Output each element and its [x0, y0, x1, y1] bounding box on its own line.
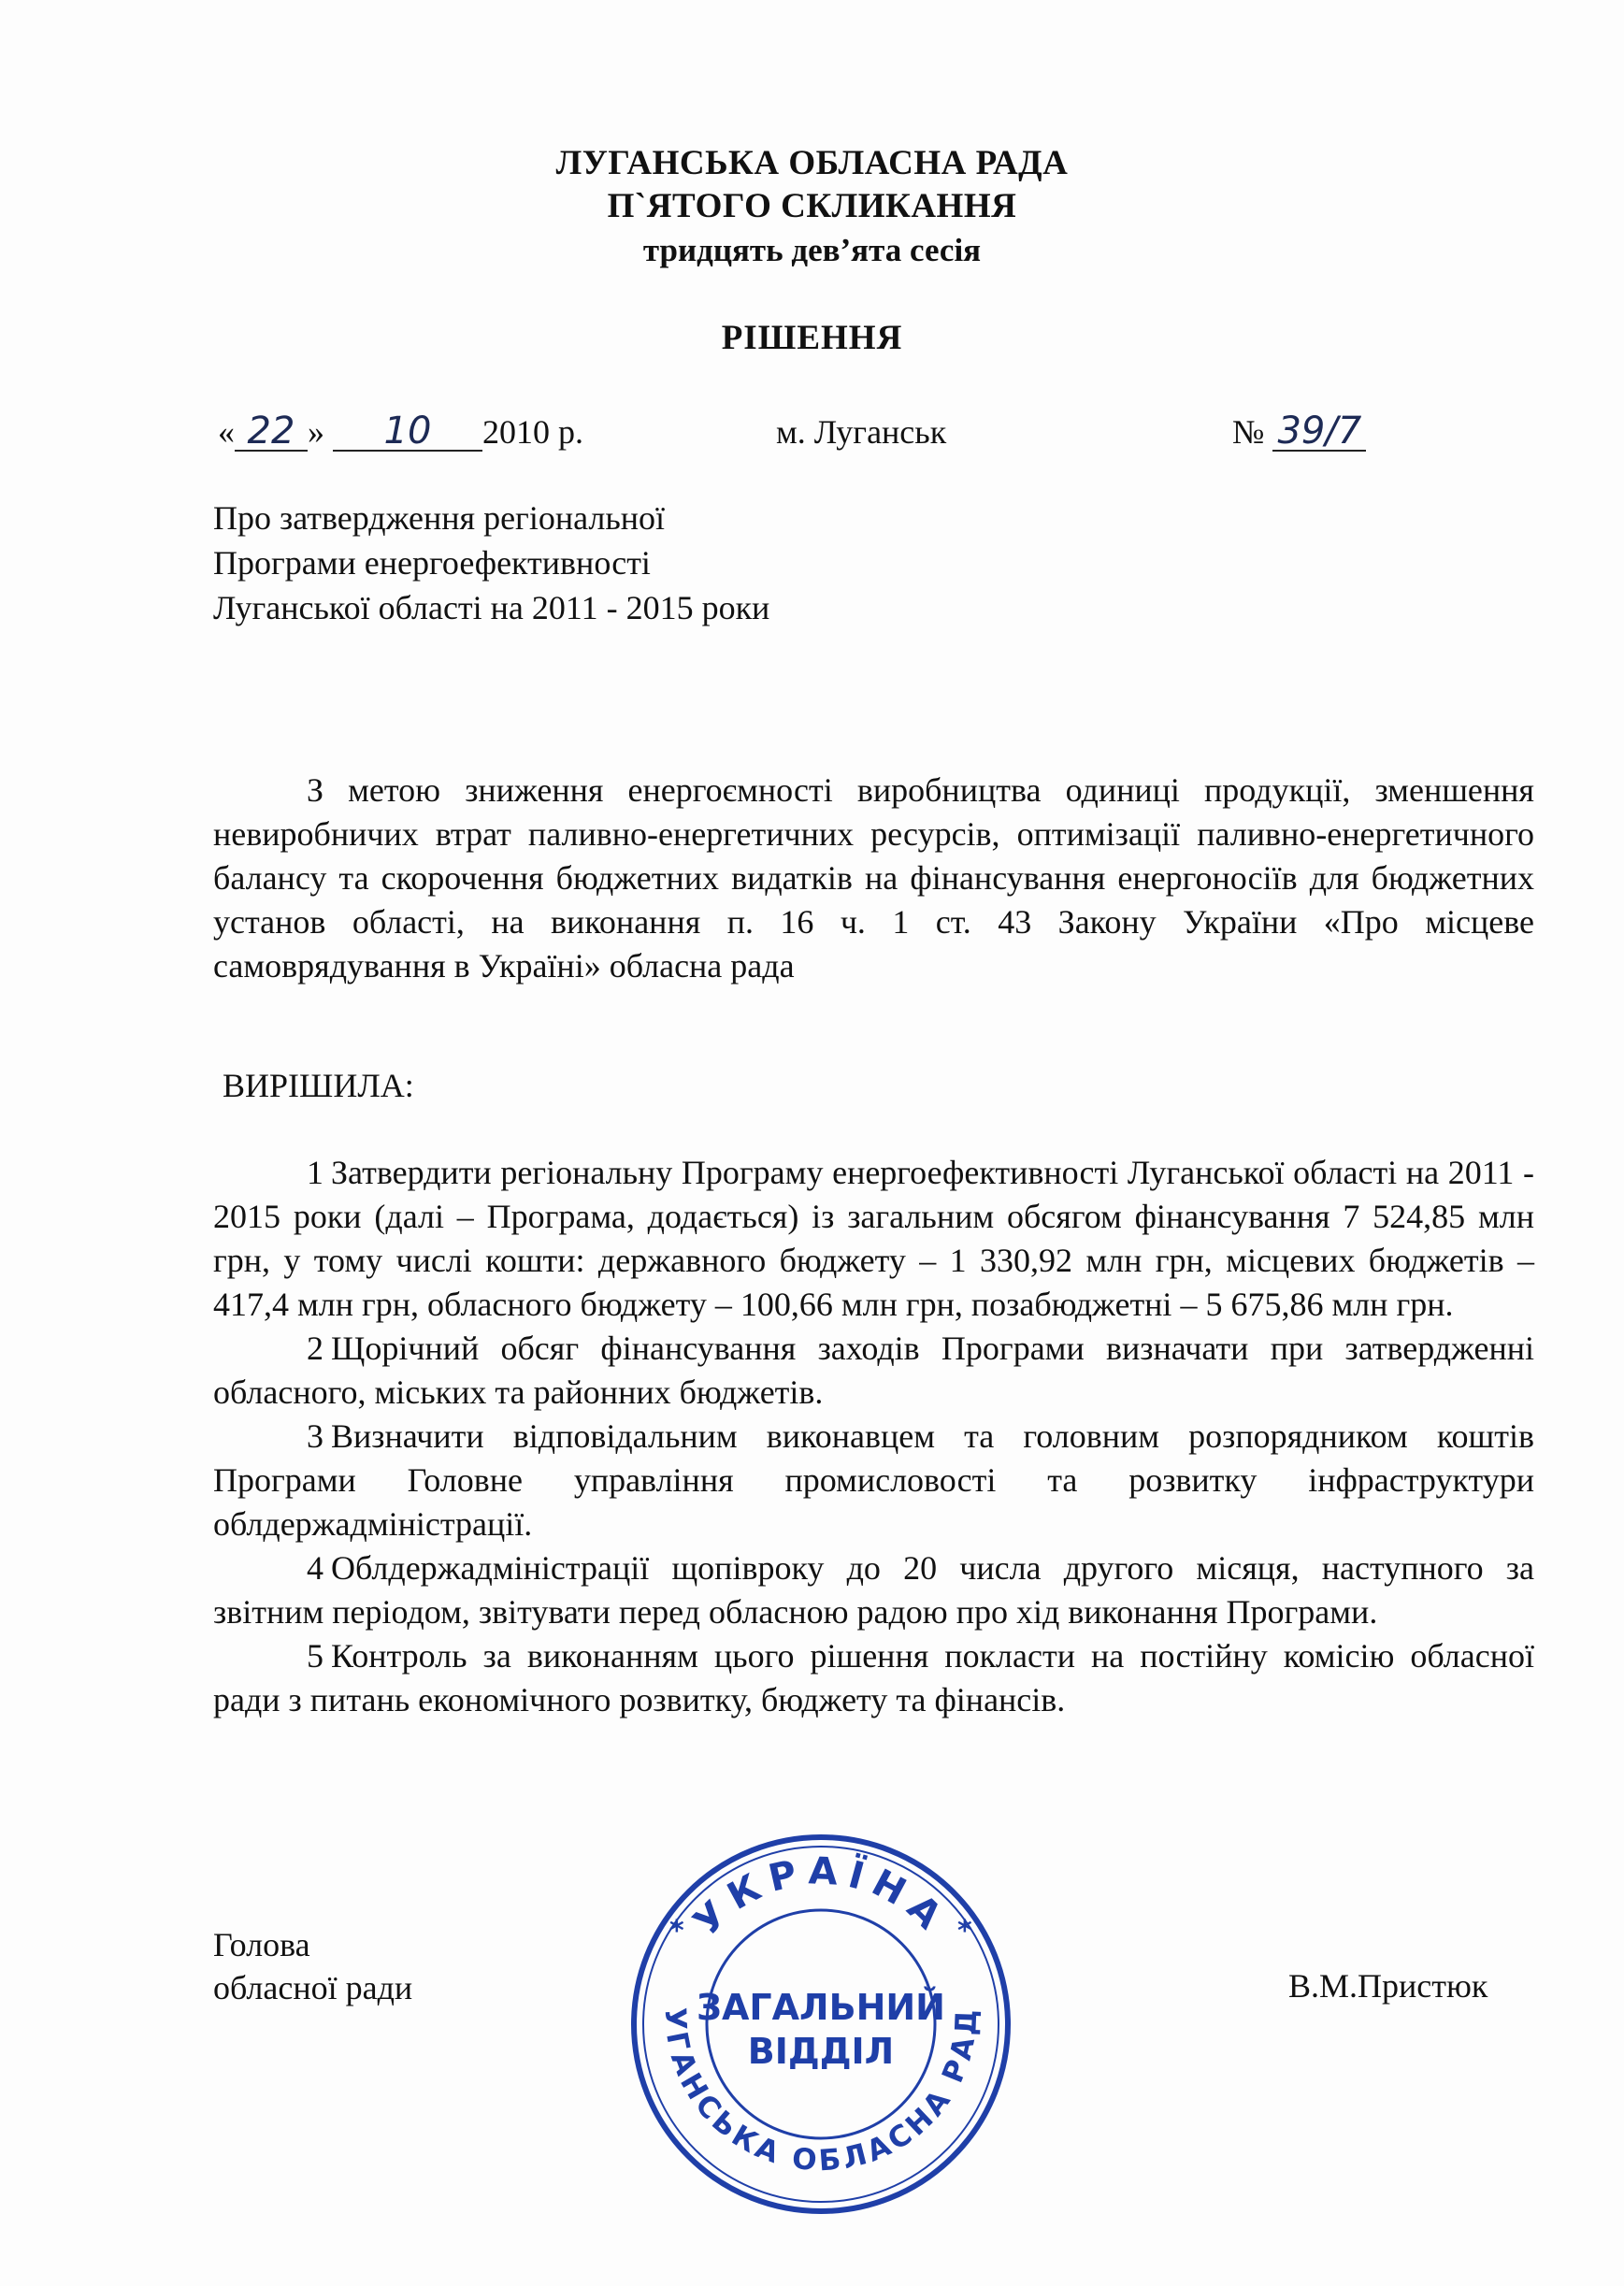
session-name: тридцять дев’ята сесія	[642, 232, 982, 268]
signatory-role	[213, 1923, 412, 2009]
stamp-center-line1: ЗАГАЛЬНИЙ	[697, 1987, 945, 2028]
role-line: обласної ради	[213, 1969, 413, 2006]
signatory-name: В.М.Пристюк	[1288, 1967, 1488, 2005]
stamp-star-left: *	[669, 1915, 684, 1948]
date-month: 10	[333, 412, 482, 452]
official-stamp	[611, 1802, 1017, 2221]
convocation: П`ЯТОГО СКЛИКАННЯ	[607, 187, 1017, 225]
subject-line: Луганської області на 2011 - 2015 роки	[213, 589, 770, 626]
number-value: 39/7	[1272, 412, 1366, 452]
item-number: 2	[307, 1330, 323, 1367]
decision-items	[213, 1151, 1534, 1722]
decision-number	[1232, 408, 1366, 456]
date-open-quote: «	[218, 413, 235, 451]
role-line: Голова	[213, 1926, 310, 1963]
date-day: 22	[235, 412, 308, 452]
number-prefix: №	[1232, 413, 1265, 451]
stamp-center-line2: ВІДДІЛ	[747, 2031, 895, 2072]
stamp-bottom-text: ЛУГАНСЬКА ОБЛАСНА РАДА	[611, 1802, 984, 2178]
decision-item	[213, 1634, 1534, 1722]
subject-line: Про затвердження регіональної	[213, 499, 666, 537]
decision-item	[213, 1151, 1534, 1327]
item-number: 1	[307, 1154, 323, 1191]
stamp-top-text: УКРАЇНА	[685, 1849, 956, 1945]
item-text: Щорічний обсяг фінансування заходів Програми визначати при затвердженні обласного, міських та районних бюджетів.	[213, 1330, 1534, 1411]
decision-subject	[213, 496, 769, 630]
decision-date	[218, 408, 583, 456]
decision-place: м. Луганськ	[776, 413, 947, 451]
item-text: Затвердити регіональну Програму енергоефективності Луганської області на 2011 - 2015 роки (далі – Програма, додається) із загальним обсягом фінансування 7 524,85 млн грн, у тому числі кошти: державного бюджету – 1 330,92 млн грн, місцевих бюджетів – 417,4 млн грн, обласного бюджету – 100,66 млн грн, позабюджетні – 5 675,86 млн грн.	[213, 1154, 1534, 1323]
item-text: Визначити відповідальним виконавцем та головним розпорядником коштів Програми Головне управління промисловості та розвитку інфраструктури облдержадміністрації.	[213, 1417, 1534, 1543]
resolved-heading: ВИРІШИЛА:	[223, 1067, 414, 1104]
date-close-quote: »	[308, 413, 324, 451]
item-text: Контроль за виконанням цього рішення покласти на постійну комісію обласної ради з питань економічного розвитку, бюджету та фінансів.	[213, 1637, 1534, 1718]
item-text: Облдержадміністрації щопівроку до 20 числа другого місяця, наступного за звітним періодом, звітувати перед обласною радою про хід виконання Програми.	[213, 1549, 1534, 1631]
preamble-text: З метою зниження енергоємності виробництва одиниці продукції, зменшення невиробничих втрат паливно-енергетичних ресурсів, оптимізації паливно-енергетичного балансу та скорочення бюджетних видатків на фінансування енергоносіїв для бюджетних установ області, на виконання п. 16 ч. 1 ст. 43 Закону України «Про місцеве самоврядування в Україні» обласна рада	[213, 771, 1534, 985]
item-number: 5	[307, 1637, 323, 1675]
document-header	[0, 142, 1624, 273]
item-number: 4	[307, 1549, 323, 1587]
subject-line: Програми енергоефективності	[213, 544, 651, 582]
council-name: ЛУГАНСЬКА ОБЛАСНА РАДА	[555, 144, 1069, 182]
decision-item	[213, 1327, 1534, 1415]
decision-item	[213, 1415, 1534, 1546]
stamp-star-right: *	[957, 1915, 972, 1948]
preamble	[213, 769, 1534, 988]
date-year: 2010 р.	[482, 413, 583, 451]
item-number: 3	[307, 1417, 323, 1455]
decision-item	[213, 1546, 1534, 1634]
stamp-seal	[611, 1802, 1017, 2221]
document-title: РІШЕННЯ	[721, 319, 903, 357]
